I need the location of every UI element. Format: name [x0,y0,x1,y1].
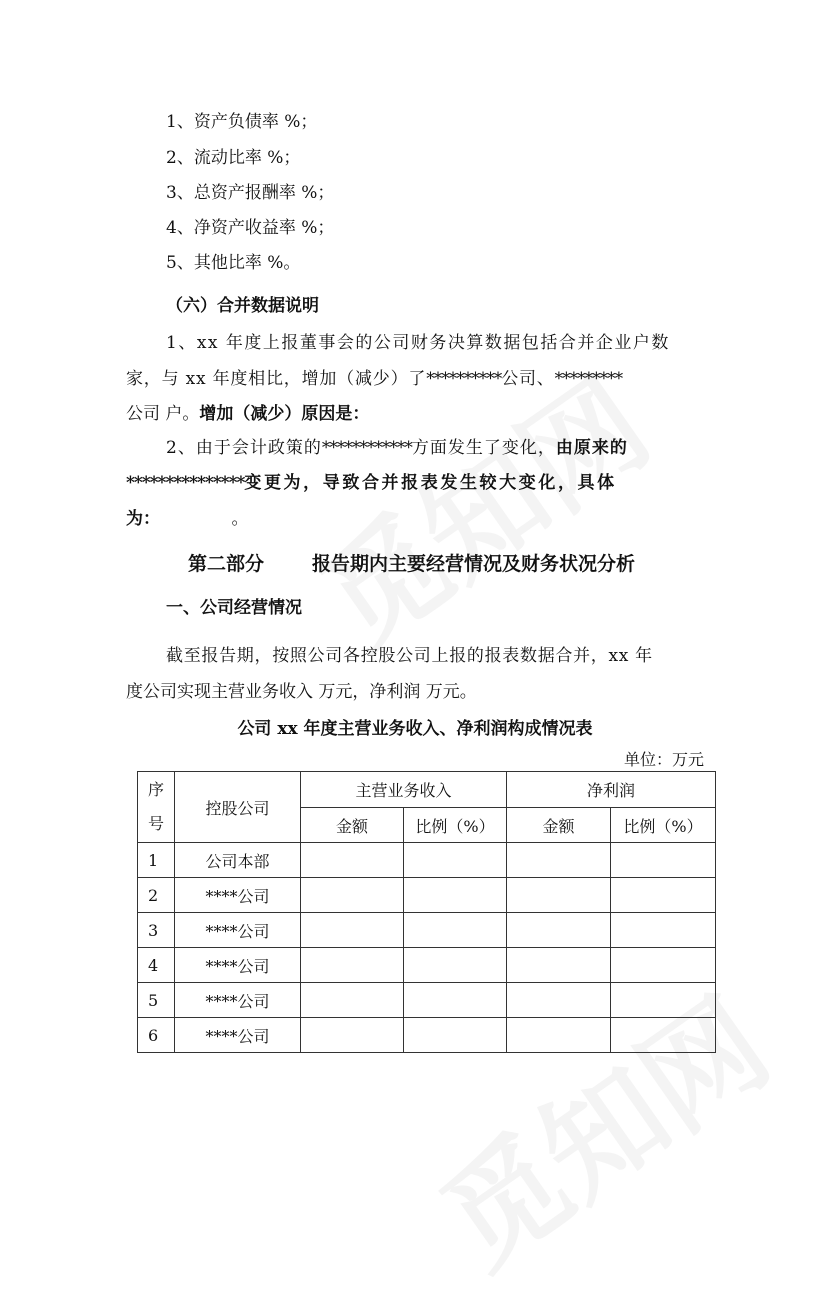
row-seq: 6 [138,1018,175,1053]
table-row [138,913,716,948]
row-profit-ratio [611,913,716,948]
row-company: ****公司 [175,913,301,948]
revenue-profit-table [137,771,716,1053]
row-profit-ratio [611,1018,716,1053]
row-seq: 4 [138,948,175,983]
header-seq-top: 序 [147,780,164,799]
row-seq: 5 [138,983,175,1018]
row-profit-ratio [611,843,716,878]
row-revenue-amount [301,843,404,878]
ratio-item: 3、总资产报酬率 %； [166,183,335,203]
row-profit-ratio [611,983,716,1018]
row-revenue-amount [301,913,404,948]
header-seq-bottom: 号 [147,814,164,833]
section-heading: （六）合并数据说明 [166,296,319,316]
row-profit-amount [507,948,611,983]
text: *************** [126,473,245,493]
row-profit-amount [507,983,611,1018]
paragraph-line [126,402,369,426]
paragraph-line: 截至报告期，按照公司各控股公司上报的报表数据合并，xx 年 [166,646,653,666]
paragraph-line [126,507,249,531]
ratio-item: 4、净资产收益率 %； [166,218,335,238]
text: 为： [126,509,152,529]
text: 2、由于会计政策的 [166,438,322,458]
row-profit-ratio [611,948,716,983]
row-revenue-ratio [404,913,507,948]
row-company: ****公司 [175,878,301,913]
table-row [138,983,716,1018]
row-revenue-amount [301,983,404,1018]
paragraph-line [166,436,628,460]
text: 变更为，导致合并报表发生较大变化，具体 [244,473,617,493]
ratio-item: 2、流动比率 %； [166,148,301,168]
row-seq: 3 [138,913,175,948]
row-profit-ratio [611,878,716,913]
row-revenue-amount [301,878,404,913]
row-revenue-ratio [404,983,507,1018]
text: 公司 户。 [126,404,200,424]
table-row [138,948,716,983]
text: ************ [321,438,412,458]
row-profit-amount [507,1018,611,1053]
row-company: ****公司 [175,983,301,1018]
row-company: ****公司 [175,948,301,983]
header-profit-amount: 金额 [507,808,611,843]
row-revenue-ratio [404,843,507,878]
part-title [188,549,635,576]
row-revenue-amount [301,1018,404,1053]
row-profit-amount [507,843,611,878]
text: ********* [554,369,623,389]
paragraph-line: 1、xx 年度上报董事会的公司财务决算数据包括合并企业户数 [166,333,670,353]
row-revenue-amount [301,948,404,983]
table-row [138,1018,716,1053]
row-profit-amount [507,878,611,913]
header-seq [138,772,175,843]
header-profit: 净利润 [507,772,716,808]
paragraph-line [126,367,622,391]
text: 。 [231,509,249,529]
table-row [138,878,716,913]
ratio-item: 1、资产负债率 %； [166,112,318,132]
header-company: 控股公司 [175,772,301,843]
table-header-row [138,772,716,808]
text: 由原来的 [555,438,628,458]
part-label: 第二部分 [188,553,265,575]
row-profit-amount [507,913,611,948]
header-revenue-amount: 金额 [301,808,404,843]
table-row [138,843,716,878]
header-profit-ratio: 比例（%） [611,808,716,843]
table-unit: 单位：万元 [623,750,704,769]
header-revenue: 主营业务收入 [301,772,507,808]
row-revenue-ratio [404,878,507,913]
row-company: 公司本部 [175,843,301,878]
paragraph-line [126,471,617,495]
row-revenue-ratio [404,1018,507,1053]
ratio-item: 5、其他比率 %。 [166,253,301,273]
text: ********** [426,369,502,389]
text: 方面发生了变化， [411,438,556,458]
row-seq: 2 [138,878,175,913]
paragraph-line: 度公司实现主营业务收入 万元，净利润 万元。 [126,682,477,702]
text: 增加（减少）原因是： [199,404,370,424]
row-revenue-ratio [404,948,507,983]
text: 家，与 xx 年度相比，增加（减少）了 [126,369,427,389]
header-revenue-ratio: 比例（%） [404,808,507,843]
text: 公司、 [501,369,555,389]
row-company: ****公司 [175,1018,301,1053]
part-heading: 报告期内主要经营情况及财务状况分析 [312,553,636,575]
section-heading: 一、公司经营情况 [166,598,302,618]
row-seq: 1 [138,843,175,878]
table-title: 公司 xx 年度主营业务收入、净利润构成情况表 [237,719,593,739]
